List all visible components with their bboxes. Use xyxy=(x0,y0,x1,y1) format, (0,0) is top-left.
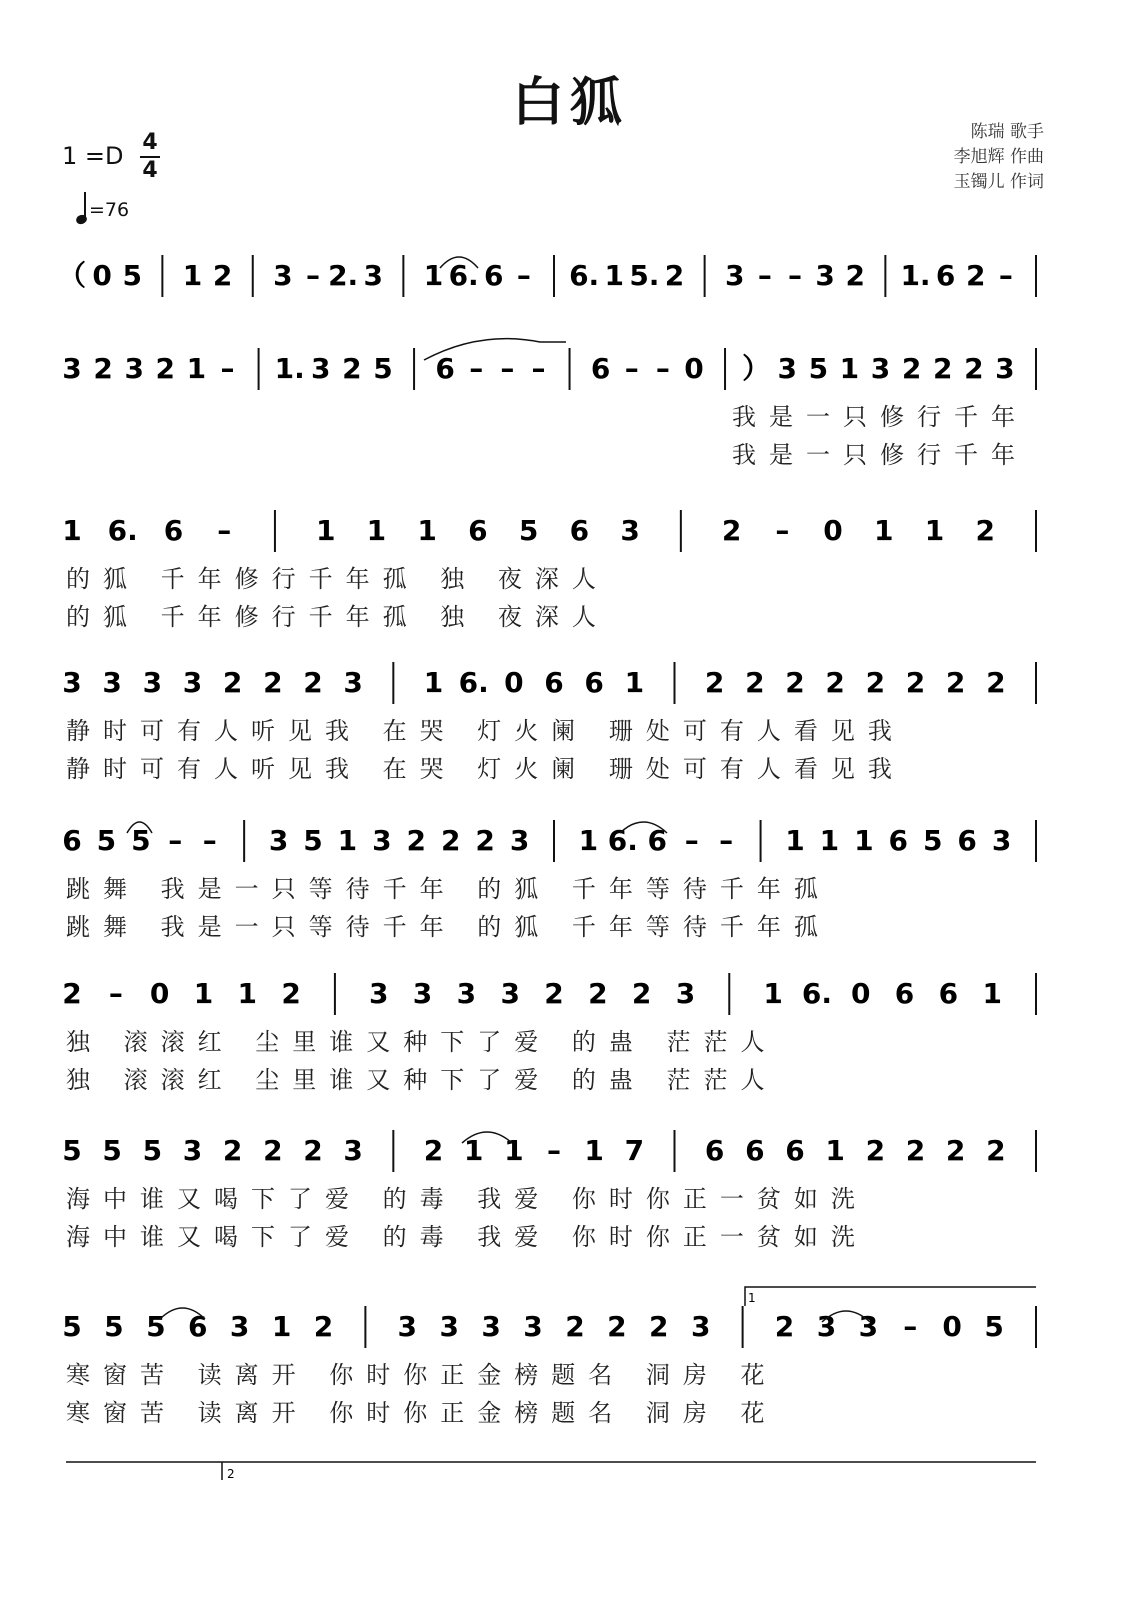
note: – xyxy=(469,352,484,385)
note: 3 xyxy=(500,977,520,1010)
note: 6 xyxy=(745,1134,765,1167)
note: 2 xyxy=(93,352,113,385)
note: 1 xyxy=(578,824,599,857)
note: 5 xyxy=(518,514,539,547)
note: 5 xyxy=(131,824,151,857)
note: 2 xyxy=(406,824,427,857)
note: – xyxy=(775,514,790,547)
note: 1 xyxy=(819,824,840,857)
note: 1. xyxy=(900,259,931,292)
note: 1. xyxy=(274,352,305,385)
volta-number: 2 xyxy=(227,1467,235,1481)
note: 6 xyxy=(435,352,455,385)
note: 1 xyxy=(874,514,894,547)
note: 3 xyxy=(870,352,891,385)
note: 0 xyxy=(149,977,170,1010)
note: 2 xyxy=(945,1134,966,1167)
note: 3 xyxy=(412,977,433,1010)
note: 1 xyxy=(924,514,945,547)
note: 3 xyxy=(620,514,640,547)
volta-number: 1 xyxy=(748,1291,756,1305)
note: 6 xyxy=(957,824,977,857)
note: 2 xyxy=(785,666,805,699)
note: 2 xyxy=(845,259,865,292)
note: 3 xyxy=(439,1310,459,1343)
note: 2 xyxy=(905,666,926,699)
note: 3 xyxy=(509,824,530,857)
note: 1 xyxy=(271,1310,292,1343)
note: 6 xyxy=(894,977,915,1010)
note: 2 xyxy=(631,977,652,1010)
tempo-value: =76 xyxy=(89,199,130,221)
note: – xyxy=(684,824,699,857)
note: 1 xyxy=(763,977,783,1010)
note: 6 xyxy=(163,514,184,547)
note: 0 xyxy=(942,1310,962,1343)
note: 2 xyxy=(975,514,996,547)
note: 5 xyxy=(142,1134,163,1167)
note: 5 xyxy=(104,1310,124,1343)
note: 3 xyxy=(124,352,144,385)
note: 1 xyxy=(785,824,805,857)
note: 1 xyxy=(982,977,1002,1010)
note: 3 xyxy=(858,1310,879,1343)
time-signature-bottom: 4 xyxy=(142,158,158,183)
note: 6. xyxy=(458,666,489,699)
note: 5. xyxy=(629,259,660,292)
lyric-line: 我是一只修行千年 xyxy=(732,403,1028,431)
note: – xyxy=(531,352,546,385)
note: 2 xyxy=(475,824,495,857)
note: – xyxy=(757,259,772,292)
note: 1 xyxy=(423,666,444,699)
note: 2 xyxy=(212,259,233,292)
note: 2 xyxy=(281,977,301,1010)
note: 1 xyxy=(504,1134,524,1167)
note: 6 xyxy=(935,259,956,292)
note: 2 xyxy=(565,1310,585,1343)
note: – xyxy=(998,259,1013,292)
note: – xyxy=(500,352,515,385)
note: 1 xyxy=(62,514,82,547)
lyric-line: 的狐 千年修行千年孤 独 夜深人 xyxy=(66,565,609,593)
note: 6. xyxy=(107,514,138,547)
note: 0 xyxy=(823,514,843,547)
key-signature: 1 =D xyxy=(62,142,124,170)
note: 6 xyxy=(938,977,959,1010)
note: 2 xyxy=(966,259,986,292)
lyric-line: 寒窗苦 读离开 你时你正金榜题名 洞房 花 xyxy=(66,1361,778,1389)
note: 3 xyxy=(343,666,363,699)
note: 1 xyxy=(604,259,624,292)
note: – xyxy=(168,824,183,857)
note: 6 xyxy=(704,1134,725,1167)
note: 1 xyxy=(463,1134,484,1167)
note: 2 xyxy=(607,1310,627,1343)
note: 5 xyxy=(102,1134,122,1167)
note: 6. xyxy=(801,977,832,1010)
note: 2 xyxy=(745,666,765,699)
lyric-line: 跳舞 我是一只等待千年 的狐 千年等待千年孤 xyxy=(66,913,831,941)
song-title: 白狐 xyxy=(511,73,628,133)
note: 6. xyxy=(607,824,638,857)
note: 2 xyxy=(721,514,742,547)
lyric-line: 海中谁又喝下了爱 的毒 我爱 你时你正一贫如洗 xyxy=(66,1185,868,1213)
note: 2 xyxy=(222,666,243,699)
note: 6 xyxy=(647,824,668,857)
note: 0 xyxy=(92,259,112,292)
note: 2 xyxy=(423,1134,444,1167)
note: 5 xyxy=(808,352,829,385)
note: 2 xyxy=(303,666,323,699)
note: 3 xyxy=(397,1310,418,1343)
note: 7 xyxy=(624,1134,645,1167)
note: 2 xyxy=(263,1134,283,1167)
note: 6. xyxy=(448,259,479,292)
note: 6 xyxy=(569,514,590,547)
note: 6 xyxy=(468,514,488,547)
note: 3 xyxy=(481,1310,501,1343)
note: 2 xyxy=(865,1134,886,1167)
note: 3 xyxy=(456,977,477,1010)
note: 5 xyxy=(984,1310,1004,1343)
note: 1 xyxy=(825,1134,845,1167)
note: 2 xyxy=(263,666,283,699)
note: 2 xyxy=(901,352,922,385)
note: 5 xyxy=(122,259,142,292)
note: 2 xyxy=(945,666,966,699)
note: 3 xyxy=(273,259,293,292)
credit-composer: 李旭辉 作曲 xyxy=(953,147,1044,167)
note: 2 xyxy=(704,666,725,699)
note: 3 xyxy=(268,824,289,857)
note: 3 xyxy=(142,666,163,699)
note: 3 xyxy=(368,977,389,1010)
volta-bracket xyxy=(745,1287,1036,1306)
lyric-line: 寒窗苦 读离开 你时你正金榜题名 洞房 花 xyxy=(66,1399,778,1427)
note: 2 xyxy=(649,1310,669,1343)
lyric-line: 我是一只修行千年 xyxy=(732,441,1028,469)
note: 3 xyxy=(815,259,835,292)
note: 2 xyxy=(342,352,362,385)
note: 5 xyxy=(62,1134,82,1167)
lyric-line: 的狐 千年修行千年孤 独 夜深人 xyxy=(66,603,609,631)
note: 6 xyxy=(62,824,82,857)
note: 1 xyxy=(237,977,258,1010)
note: 5 xyxy=(922,824,943,857)
note: 3 xyxy=(816,1310,837,1343)
note: 6 xyxy=(888,824,909,857)
lyric-line: 静时可有人听见我 在哭 灯火阑 珊处可有人看见我 xyxy=(66,755,905,783)
note: – xyxy=(655,352,670,385)
note: 1 xyxy=(186,352,207,385)
note: 1 xyxy=(193,977,214,1010)
note: 3 xyxy=(372,824,392,857)
note: 3 xyxy=(182,666,203,699)
note: – xyxy=(516,259,531,292)
note: 1 xyxy=(315,514,336,547)
note: 2 xyxy=(303,1134,323,1167)
note: – xyxy=(306,259,320,292)
note: 0 xyxy=(504,666,524,699)
note: 3 xyxy=(363,259,383,292)
lyric-line: 海中谁又喝下了爱 的毒 我爱 你时你正一贫如洗 xyxy=(66,1223,868,1251)
note: 1 xyxy=(854,824,874,857)
credit-lyricist: 玉镯儿 作词 xyxy=(953,172,1044,192)
note: 3 xyxy=(343,1134,363,1167)
note: 3 xyxy=(690,1310,711,1343)
note: 3 xyxy=(229,1310,250,1343)
note: 6 xyxy=(484,259,504,292)
note: 1 xyxy=(182,259,203,292)
note: 1 xyxy=(423,259,444,292)
note: 2 xyxy=(588,977,608,1010)
note: – xyxy=(108,977,123,1010)
note: 2 xyxy=(664,259,685,292)
note: – xyxy=(220,352,235,385)
note: 2 xyxy=(986,1134,1006,1167)
note: 2 xyxy=(825,666,845,699)
note: 3 xyxy=(675,977,696,1010)
time-signature-top: 4 xyxy=(142,130,158,155)
note: 6 xyxy=(544,666,564,699)
note: 3 xyxy=(991,824,1012,857)
note: 0 xyxy=(850,977,871,1010)
note: – xyxy=(217,514,232,547)
note: 2. xyxy=(328,259,359,292)
note: 1 xyxy=(584,1134,604,1167)
note: 2 xyxy=(964,352,984,385)
note: 6. xyxy=(569,259,600,292)
note: 3 xyxy=(777,352,797,385)
note: – xyxy=(202,824,217,857)
note: 0 xyxy=(684,352,704,385)
note: 6 xyxy=(584,666,604,699)
note: 2 xyxy=(544,977,564,1010)
credit-singer: 陈瑞 歌手 xyxy=(970,122,1044,142)
note: 3 xyxy=(725,259,745,292)
note: 2 xyxy=(986,666,1006,699)
note: 2 xyxy=(155,352,176,385)
note: 1 xyxy=(417,514,437,547)
note: – xyxy=(719,824,734,857)
note: 2 xyxy=(905,1134,926,1167)
note: 6 xyxy=(590,352,611,385)
note: 3 xyxy=(62,666,82,699)
note: 1 xyxy=(366,514,387,547)
note: 5 xyxy=(62,1310,82,1343)
note: 1 xyxy=(839,352,860,385)
note: – xyxy=(624,352,639,385)
note: – xyxy=(547,1134,561,1167)
note: 3 xyxy=(523,1310,543,1343)
note: ） xyxy=(742,352,771,385)
note: 2 xyxy=(440,824,461,857)
note: 5 xyxy=(303,824,323,857)
note: 1 xyxy=(624,666,645,699)
note: 6 xyxy=(187,1310,208,1343)
note: 2 xyxy=(62,977,82,1010)
note: 3 xyxy=(995,352,1015,385)
note: （ xyxy=(57,259,87,292)
note: 3 xyxy=(182,1134,203,1167)
note: – xyxy=(788,259,802,292)
note: 2 xyxy=(774,1310,795,1343)
note: 2 xyxy=(222,1134,243,1167)
note: – xyxy=(903,1310,918,1343)
lyric-line: 静时可有人听见我 在哭 灯火阑 珊处可有人看见我 xyxy=(66,717,905,745)
note: 3 xyxy=(62,352,82,385)
note: 5 xyxy=(146,1310,166,1343)
note: 2 xyxy=(313,1310,334,1343)
note: 5 xyxy=(373,352,393,385)
lyric-line: 独 滚滚红 尘里谁又种下了爱 的蛊 茫茫人 xyxy=(66,1066,778,1094)
note: 2 xyxy=(865,666,886,699)
note: 3 xyxy=(311,352,331,385)
note: 6 xyxy=(785,1134,805,1167)
note: 1 xyxy=(337,824,358,857)
note: 3 xyxy=(102,666,122,699)
note: 2 xyxy=(932,352,953,385)
lyric-line: 跳舞 我是一只等待千年 的狐 千年等待千年孤 xyxy=(66,875,831,903)
lyric-line: 独 滚滚红 尘里谁又种下了爱 的蛊 茫茫人 xyxy=(66,1028,778,1056)
note: 5 xyxy=(96,824,117,857)
